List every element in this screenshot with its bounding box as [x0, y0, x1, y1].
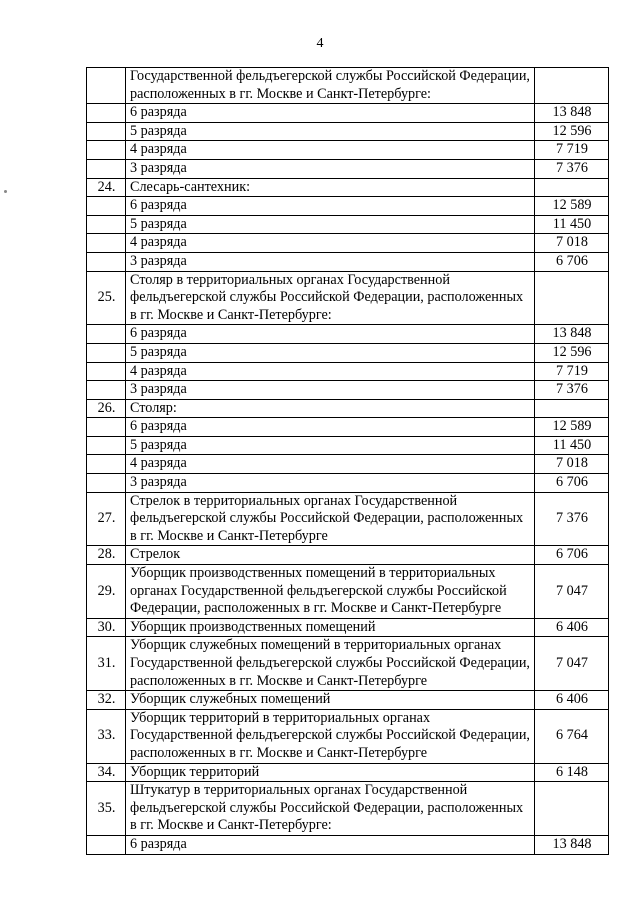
salary-value: 12 589 [535, 418, 609, 437]
row-number [87, 104, 126, 123]
position-name: Столяр: [126, 399, 535, 418]
row-number: 31. [87, 637, 126, 691]
position-name: 6 разряда [126, 325, 535, 344]
position-name: 3 разряда [126, 252, 535, 271]
position-name: 3 разряда [126, 474, 535, 493]
position-name: 4 разряда [126, 234, 535, 253]
row-number [87, 325, 126, 344]
salary-value: 11 450 [535, 215, 609, 234]
table-row [87, 381, 609, 400]
table-row [87, 104, 609, 123]
salary-value [535, 68, 609, 104]
row-number [87, 474, 126, 493]
table-row [87, 691, 609, 710]
position-name: 5 разряда [126, 343, 535, 362]
table-row [87, 709, 609, 763]
row-number: 34. [87, 763, 126, 782]
table-row [87, 546, 609, 565]
row-number: 35. [87, 782, 126, 836]
position-name: 4 разряда [126, 362, 535, 381]
table-row [87, 618, 609, 637]
row-number: 32. [87, 691, 126, 710]
row-number: 26. [87, 399, 126, 418]
table-row [87, 159, 609, 178]
salary-value [535, 178, 609, 197]
table-row [87, 271, 609, 325]
row-number [87, 215, 126, 234]
table-row [87, 835, 609, 854]
position-name: Стрелок в территориальных органах Государственной фельдъегерской службы Российской Федерации, расположенных в гг. Москве и Санкт-Петербурге [126, 492, 535, 546]
position-name: Уборщик территорий в территориальных органах Государственной фельдъегерской службы Российской Федерации, расположенных в гг. Москве и Санкт-Петербурге [126, 709, 535, 763]
salary-value: 7 376 [535, 381, 609, 400]
row-number: 33. [87, 709, 126, 763]
table-row [87, 68, 609, 104]
position-name: 6 разряда [126, 104, 535, 123]
row-number: 29. [87, 565, 126, 619]
page-number: 4 [316, 36, 324, 51]
salary-value: 6 706 [535, 474, 609, 493]
position-name: 6 разряда [126, 197, 535, 216]
table-row [87, 565, 609, 619]
position-name: Уборщик производственных помещений [126, 618, 535, 637]
table-row [87, 122, 609, 141]
row-number: 30. [87, 618, 126, 637]
position-name: Штукатур в территориальных органах Государственной фельдъегерской службы Российской Федерации, расположенных в гг. Москве и Санкт-Петербурге: [126, 782, 535, 836]
row-number [87, 418, 126, 437]
salary-value [535, 399, 609, 418]
row-number [87, 122, 126, 141]
row-number [87, 343, 126, 362]
table-row [87, 215, 609, 234]
row-number [87, 159, 126, 178]
salary-value: 7 376 [535, 492, 609, 546]
table-row [87, 252, 609, 271]
table-row [87, 178, 609, 197]
table-row [87, 325, 609, 344]
row-number: 28. [87, 546, 126, 565]
position-name: 4 разряда [126, 455, 535, 474]
position-name: Уборщик служебных помещений в территориальных органах Государственной фельдъегерской службы Российской Федерации, расположенных в гг. Москве и Санкт-Петербурге [126, 637, 535, 691]
position-name: 6 разряда [126, 835, 535, 854]
table-row [87, 362, 609, 381]
salary-value: 12 596 [535, 343, 609, 362]
row-number [87, 436, 126, 455]
position-name: 6 разряда [126, 418, 535, 437]
position-name: 5 разряда [126, 215, 535, 234]
salary-table [86, 67, 609, 855]
table-row [87, 343, 609, 362]
position-name: Слесарь-сантехник: [126, 178, 535, 197]
salary-value: 7 719 [535, 141, 609, 160]
salary-value: 7 018 [535, 455, 609, 474]
table-row [87, 637, 609, 691]
row-number: 25. [87, 271, 126, 325]
salary-value: 7 018 [535, 234, 609, 253]
row-number [87, 252, 126, 271]
row-number [87, 455, 126, 474]
position-name: Государственной фельдъегерской службы Российской Федерации, расположенных в гг. Москве и Санкт-Петербурге: [126, 68, 535, 104]
table-row [87, 197, 609, 216]
row-number [87, 234, 126, 253]
table-row [87, 492, 609, 546]
row-number [87, 362, 126, 381]
scan-dot [4, 190, 7, 193]
position-name: Столяр в территориальных органах Государственной фельдъегерской службы Российской Федерации, расположенных в гг. Москве и Санкт-Петербурге: [126, 271, 535, 325]
salary-value: 7 047 [535, 637, 609, 691]
position-name: Стрелок [126, 546, 535, 565]
salary-value: 13 848 [535, 835, 609, 854]
table-row [87, 436, 609, 455]
row-number [87, 68, 126, 104]
table-row [87, 763, 609, 782]
salary-value: 7 047 [535, 565, 609, 619]
salary-value [535, 782, 609, 836]
salary-value: 11 450 [535, 436, 609, 455]
row-number: 27. [87, 492, 126, 546]
position-name: 3 разряда [126, 159, 535, 178]
table-row [87, 234, 609, 253]
row-number [87, 835, 126, 854]
position-name: 3 разряда [126, 381, 535, 400]
position-name: 5 разряда [126, 122, 535, 141]
row-number [87, 381, 126, 400]
salary-value: 6 148 [535, 763, 609, 782]
salary-value: 6 406 [535, 691, 609, 710]
table-row [87, 455, 609, 474]
table-row [87, 474, 609, 493]
salary-value: 12 596 [535, 122, 609, 141]
salary-value: 13 848 [535, 104, 609, 123]
position-name: Уборщик служебных помещений [126, 691, 535, 710]
position-name: Уборщик производственных помещений в территориальных органах Государственной фельдъегерской службы Российской Федерации, расположенных в гг. Москве и Санкт-Петербурге [126, 565, 535, 619]
salary-value: 6 706 [535, 252, 609, 271]
salary-value: 6 406 [535, 618, 609, 637]
table-body [87, 68, 609, 855]
salary-value: 13 848 [535, 325, 609, 344]
position-name: 4 разряда [126, 141, 535, 160]
salary-value: 6 706 [535, 546, 609, 565]
row-number [87, 197, 126, 216]
salary-value: 12 589 [535, 197, 609, 216]
salary-value [535, 271, 609, 325]
salary-value: 7 719 [535, 362, 609, 381]
row-number: 24. [87, 178, 126, 197]
position-name: Уборщик территорий [126, 763, 535, 782]
salary-value: 7 376 [535, 159, 609, 178]
row-number [87, 141, 126, 160]
table-row [87, 418, 609, 437]
position-name: 5 разряда [126, 436, 535, 455]
table-row [87, 782, 609, 836]
table-row [87, 399, 609, 418]
table-row [87, 141, 609, 160]
salary-value: 6 764 [535, 709, 609, 763]
